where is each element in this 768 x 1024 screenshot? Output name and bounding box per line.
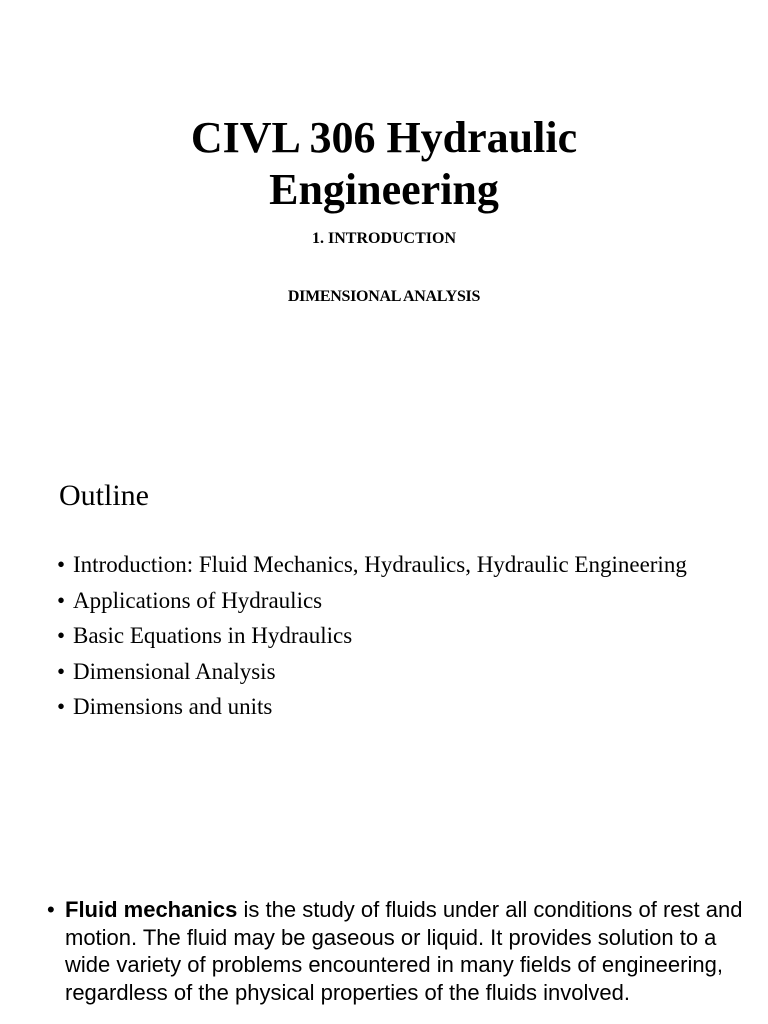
- title-line-1: CIVL 306 Hydraulic: [190, 113, 578, 162]
- bullet-marker: •: [57, 623, 66, 648]
- fluid-mechanics-definition: is the study of fluids under all conditions of rest and motion. The fluid may be gaseous or liquid. It provides solution to a wide variety of problems encountered in many fields of engineering, regardless of the physical properties of the fluids involved.: [65, 897, 743, 1005]
- list-item: [57, 587, 717, 614]
- list-item-text: Applications of Hydraulics: [73, 587, 323, 613]
- slide-title: [0, 112, 768, 216]
- outline-list: [57, 551, 717, 729]
- subtitle-introduction: 1. INTRODUCTION: [311, 230, 456, 247]
- bullet-marker: •: [57, 587, 66, 613]
- bullet-marker: •: [57, 658, 66, 684]
- outline-slide: [0, 430, 768, 860]
- list-item: [57, 658, 717, 685]
- fluid-mechanics-paragraph: [47, 896, 755, 1006]
- fluid-mechanics-term: Fluid mechanics: [65, 897, 238, 922]
- title-slide: [0, 0, 768, 430]
- fluid-mechanics-slide: [0, 860, 768, 1024]
- list-item: [57, 693, 717, 720]
- bullet-marker: •: [47, 897, 55, 922]
- list-item: [57, 551, 717, 578]
- list-item-text: Introduction: Fluid Mechanics, Hydraulics, Hydraulic Engineering: [73, 552, 687, 577]
- list-item-text: Dimensions and units: [73, 694, 273, 719]
- bullet-marker: •: [57, 552, 66, 577]
- list-item: [57, 622, 717, 649]
- title-line-2: Engineering: [269, 165, 499, 214]
- list-item-text: Dimensional Analysis: [73, 658, 276, 684]
- subtitle-dimensional-analysis: DIMENSIONAL ANALYSIS: [287, 288, 481, 305]
- list-item-text: Basic Equations in Hydraulics: [73, 623, 353, 648]
- outline-heading: Outline: [59, 479, 149, 512]
- bullet-marker: •: [57, 694, 66, 719]
